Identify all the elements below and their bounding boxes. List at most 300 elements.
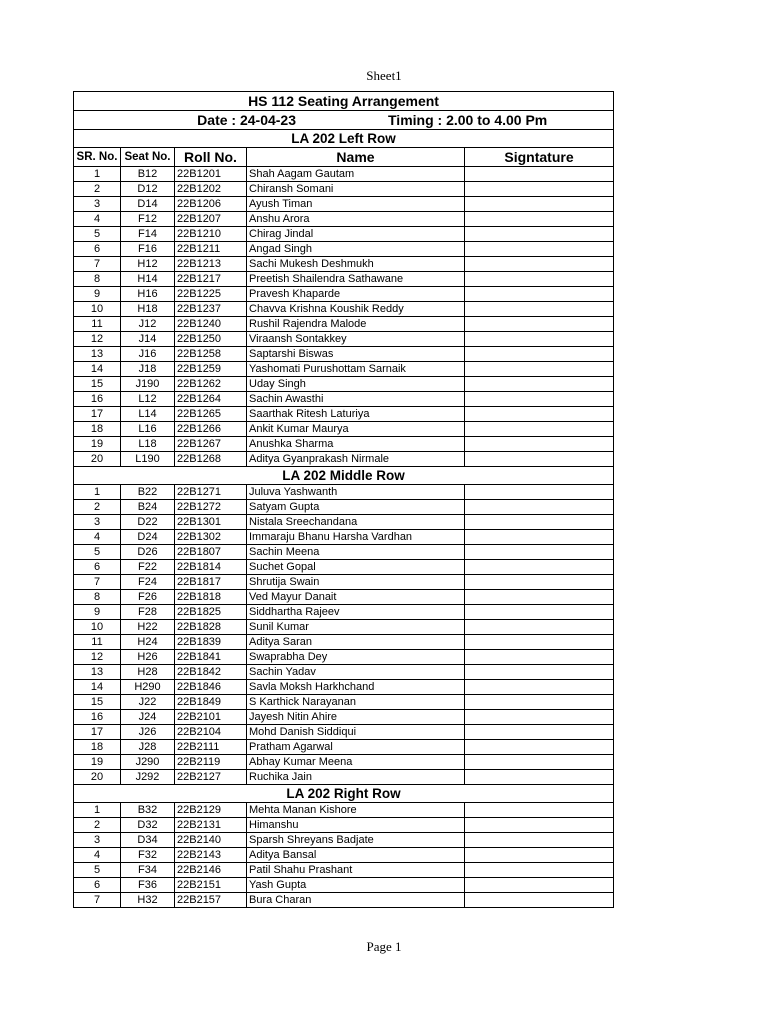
sr-no-cell: 19: [74, 437, 121, 452]
name-cell: Sachin Meena: [247, 545, 465, 560]
name-cell: Angad Singh: [247, 242, 465, 257]
sr-no-cell: 1: [74, 803, 121, 818]
sr-no-cell: 3: [74, 515, 121, 530]
table-title-row: [74, 92, 614, 111]
name-cell: Anushka Sharma: [247, 437, 465, 452]
name-cell: Shah Aagam Gautam: [247, 167, 465, 182]
table-row: [74, 818, 614, 833]
roll-no-cell: 22B2143: [175, 848, 247, 863]
signature-cell[interactable]: [465, 500, 614, 515]
roll-no-cell: 22B1814: [175, 560, 247, 575]
sheet-title: Sheet1: [366, 68, 402, 83]
sr-no-cell: 4: [74, 848, 121, 863]
seat-no-cell: D32: [121, 818, 175, 833]
sr-no-cell: 19: [74, 755, 121, 770]
sr-no-cell: 5: [74, 545, 121, 560]
roll-no-cell: 22B2101: [175, 710, 247, 725]
sr-no-cell: 17: [74, 725, 121, 740]
roll-no-cell: 22B2157: [175, 893, 247, 908]
table-row: [74, 182, 614, 197]
signature-cell[interactable]: [465, 317, 614, 332]
seat-no-cell: L14: [121, 407, 175, 422]
seat-no-cell: L190: [121, 452, 175, 467]
seat-no-cell: D26: [121, 545, 175, 560]
seat-no-cell: L18: [121, 437, 175, 452]
seat-no-cell: F32: [121, 848, 175, 863]
roll-no-cell: 22B2140: [175, 833, 247, 848]
sr-no-cell: 3: [74, 197, 121, 212]
seat-no-cell: B24: [121, 500, 175, 515]
table-row: [74, 590, 614, 605]
signature-cell[interactable]: [465, 437, 614, 452]
table-row: [74, 575, 614, 590]
table-row: [74, 407, 614, 422]
roll-no-cell: 22B1817: [175, 575, 247, 590]
name-cell: Siddhartha Rajeev: [247, 605, 465, 620]
roll-no-cell: 22B1240: [175, 317, 247, 332]
page-number: Page 1: [366, 939, 402, 954]
seat-no-cell: F24: [121, 575, 175, 590]
table-row: [74, 710, 614, 725]
signature-cell[interactable]: [465, 287, 614, 302]
table-row: [74, 530, 614, 545]
table-row: [74, 878, 614, 893]
signature-cell[interactable]: [465, 422, 614, 437]
name-cell: Suchet Gopal: [247, 560, 465, 575]
sr-no-cell: 17: [74, 407, 121, 422]
name-cell: Chiransh Somani: [247, 182, 465, 197]
signature-cell[interactable]: [465, 665, 614, 680]
sr-no-cell: 3: [74, 833, 121, 848]
name-cell: Ayush Timan: [247, 197, 465, 212]
signature-cell[interactable]: [465, 833, 614, 848]
table-row: [74, 545, 614, 560]
name-cell: Aditya Bansal: [247, 848, 465, 863]
sr-no-cell: 20: [74, 452, 121, 467]
sr-no-cell: 7: [74, 893, 121, 908]
roll-no-cell: 22B1202: [175, 182, 247, 197]
sr-no-cell: 16: [74, 392, 121, 407]
seat-no-cell: F36: [121, 878, 175, 893]
roll-no-cell: 22B2146: [175, 863, 247, 878]
seat-no-cell: F26: [121, 590, 175, 605]
seating-table-body: [74, 92, 614, 908]
roll-no-cell: 22B1268: [175, 452, 247, 467]
sr-no-cell: 6: [74, 560, 121, 575]
seat-no-cell: L16: [121, 422, 175, 437]
name-cell: Sachin Yadav: [247, 665, 465, 680]
sr-no-cell: 14: [74, 362, 121, 377]
table-row: [74, 362, 614, 377]
roll-no-cell: 22B1267: [175, 437, 247, 452]
seat-no-cell: J28: [121, 740, 175, 755]
sr-no-cell: 10: [74, 302, 121, 317]
sr-no-cell: 8: [74, 272, 121, 287]
table-row: [74, 377, 614, 392]
signature-cell[interactable]: [465, 725, 614, 740]
date-timing-cell: [74, 111, 614, 130]
seat-no-cell: J22: [121, 695, 175, 710]
seat-no-cell: J18: [121, 362, 175, 377]
name-cell: Saptarshi Biswas: [247, 347, 465, 362]
seat-no-cell: F12: [121, 212, 175, 227]
table-row: [74, 833, 614, 848]
table-row: [74, 212, 614, 227]
sr-no-cell: 18: [74, 422, 121, 437]
signature-cell[interactable]: [465, 227, 614, 242]
column-header-row: [74, 148, 614, 167]
sr-no-cell: 11: [74, 317, 121, 332]
table-row: [74, 863, 614, 878]
table-row: [74, 422, 614, 437]
seat-no-cell: J292: [121, 770, 175, 785]
signature-cell[interactable]: [465, 485, 614, 500]
name-cell: Patil Shahu Prashant: [247, 863, 465, 878]
roll-no-cell: 22B1842: [175, 665, 247, 680]
table-row: [74, 680, 614, 695]
roll-no-cell: 22B1818: [175, 590, 247, 605]
seat-no-cell: B32: [121, 803, 175, 818]
roll-no-cell: 22B1839: [175, 635, 247, 650]
roll-no-cell: 22B1266: [175, 422, 247, 437]
sr-no-cell: 6: [74, 878, 121, 893]
exam-timing: Timing : 2.00 to 4.00 Pm: [388, 112, 548, 128]
sr-no-cell: 1: [74, 167, 121, 182]
roll-no-cell: 22B2104: [175, 725, 247, 740]
name-cell: Sachin Awasthi: [247, 392, 465, 407]
exam-date: Date : 24-04-23: [197, 112, 296, 128]
signature-cell[interactable]: [465, 257, 614, 272]
sr-no-cell: 9: [74, 287, 121, 302]
signature-cell[interactable]: [465, 377, 614, 392]
roll-no-cell: 22B1207: [175, 212, 247, 227]
sr-no-cell: 18: [74, 740, 121, 755]
name-cell: Sparsh Shreyans Badjate: [247, 833, 465, 848]
roll-no-cell: 22B1301: [175, 515, 247, 530]
name-cell: Swaprabha Dey: [247, 650, 465, 665]
roll-no-cell: 22B1225: [175, 287, 247, 302]
roll-no-cell: 22B1828: [175, 620, 247, 635]
sr-no-cell: 5: [74, 227, 121, 242]
name-cell: Ved Mayur Danait: [247, 590, 465, 605]
name-cell: Yashomati Purushottam Sarnaik: [247, 362, 465, 377]
name-cell: Aditya Gyanprakash Nirmale: [247, 452, 465, 467]
signature-cell[interactable]: [465, 515, 614, 530]
seat-no-cell: H22: [121, 620, 175, 635]
table-title: HS 112 Seating Arrangement: [74, 92, 614, 111]
name-cell: Preetish Shailendra Sathawane: [247, 272, 465, 287]
roll-no-cell: 22B2129: [175, 803, 247, 818]
table-row: [74, 650, 614, 665]
roll-no-cell: 22B1237: [175, 302, 247, 317]
section-title: LA 202 Left Row: [74, 130, 614, 148]
seat-no-cell: F14: [121, 227, 175, 242]
signature-cell[interactable]: [465, 392, 614, 407]
signature-cell[interactable]: [465, 212, 614, 227]
name-cell: Viraansh Sontakkey: [247, 332, 465, 347]
signature-cell[interactable]: [465, 650, 614, 665]
seat-no-cell: D12: [121, 182, 175, 197]
table-row: [74, 725, 614, 740]
roll-no-cell: 22B1849: [175, 695, 247, 710]
signature-cell[interactable]: [465, 635, 614, 650]
sr-no-cell: 12: [74, 650, 121, 665]
sr-no-cell: 10: [74, 620, 121, 635]
signature-cell[interactable]: [465, 530, 614, 545]
signature-cell[interactable]: [465, 770, 614, 785]
name-cell: Yash Gupta: [247, 878, 465, 893]
seat-no-cell: F28: [121, 605, 175, 620]
roll-no-cell: 22B1265: [175, 407, 247, 422]
table-row: [74, 287, 614, 302]
table-row: [74, 257, 614, 272]
signature-cell[interactable]: [465, 182, 614, 197]
name-cell: Pravesh Khaparde: [247, 287, 465, 302]
sr-no-cell: 11: [74, 635, 121, 650]
seat-no-cell: D22: [121, 515, 175, 530]
column-header-name: Name: [247, 148, 465, 167]
roll-no-cell: 22B2111: [175, 740, 247, 755]
roll-no-cell: 22B1846: [175, 680, 247, 695]
name-cell: Satyam Gupta: [247, 500, 465, 515]
seat-no-cell: D24: [121, 530, 175, 545]
date-timing-row: [74, 111, 614, 130]
roll-no-cell: 22B1213: [175, 257, 247, 272]
name-cell: Immaraju Bhanu Harsha Vardhan: [247, 530, 465, 545]
signature-cell[interactable]: [465, 575, 614, 590]
seat-no-cell: H26: [121, 650, 175, 665]
table-row: [74, 695, 614, 710]
name-cell: Uday Singh: [247, 377, 465, 392]
table-row: [74, 332, 614, 347]
seat-no-cell: J26: [121, 725, 175, 740]
table-row: [74, 227, 614, 242]
roll-no-cell: 22B2131: [175, 818, 247, 833]
section-title-row: [74, 467, 614, 485]
table-row: [74, 665, 614, 680]
roll-no-cell: 22B1825: [175, 605, 247, 620]
signature-cell[interactable]: [465, 272, 614, 287]
seat-no-cell: H14: [121, 272, 175, 287]
seat-no-cell: D14: [121, 197, 175, 212]
roll-no-cell: 22B2119: [175, 755, 247, 770]
sr-no-cell: 15: [74, 377, 121, 392]
name-cell: Jayesh Nitin Ahire: [247, 710, 465, 725]
seat-no-cell: F22: [121, 560, 175, 575]
column-header-signature: Signtature: [465, 148, 614, 167]
roll-no-cell: 22B1259: [175, 362, 247, 377]
name-cell: Bura Charan: [247, 893, 465, 908]
section-title-row: [74, 785, 614, 803]
seat-no-cell: J12: [121, 317, 175, 332]
roll-no-cell: 22B1210: [175, 227, 247, 242]
column-header-sr-no: SR. No.: [74, 148, 121, 167]
seat-no-cell: H290: [121, 680, 175, 695]
signature-cell[interactable]: [465, 545, 614, 560]
signature-cell[interactable]: [465, 893, 614, 908]
sr-no-cell: 2: [74, 182, 121, 197]
seat-no-cell: J14: [121, 332, 175, 347]
signature-cell[interactable]: [465, 740, 614, 755]
roll-no-cell: 22B1217: [175, 272, 247, 287]
signature-cell[interactable]: [465, 803, 614, 818]
sr-no-cell: 2: [74, 818, 121, 833]
seat-no-cell: H12: [121, 257, 175, 272]
roll-no-cell: 22B1271: [175, 485, 247, 500]
signature-cell[interactable]: [465, 167, 614, 182]
seat-no-cell: H24: [121, 635, 175, 650]
seat-no-cell: B12: [121, 167, 175, 182]
section-title: LA 202 Middle Row: [74, 467, 614, 485]
column-header-seat-no: Seat No.: [121, 148, 175, 167]
signature-cell[interactable]: [465, 620, 614, 635]
seat-no-cell: B22: [121, 485, 175, 500]
name-cell: Aditya Saran: [247, 635, 465, 650]
seat-no-cell: J290: [121, 755, 175, 770]
name-cell: Chirag Jindal: [247, 227, 465, 242]
signature-cell[interactable]: [465, 242, 614, 257]
roll-no-cell: 22B1302: [175, 530, 247, 545]
name-cell: Mohd Danish Siddiqui: [247, 725, 465, 740]
seat-no-cell: J16: [121, 347, 175, 362]
sr-no-cell: 14: [74, 680, 121, 695]
name-cell: Rushil Rajendra Malode: [247, 317, 465, 332]
sr-no-cell: 20: [74, 770, 121, 785]
section-title: LA 202 Right Row: [74, 785, 614, 803]
sr-no-cell: 12: [74, 332, 121, 347]
signature-cell[interactable]: [465, 848, 614, 863]
table-row: [74, 605, 614, 620]
name-cell: Sachi Mukesh Deshmukh: [247, 257, 465, 272]
name-cell: Mehta Manan Kishore: [247, 803, 465, 818]
table-row: [74, 167, 614, 182]
name-cell: Ankit Kumar Maurya: [247, 422, 465, 437]
table-row: [74, 392, 614, 407]
name-cell: S Karthick Narayanan: [247, 695, 465, 710]
name-cell: Ruchika Jain: [247, 770, 465, 785]
table-row: [74, 302, 614, 317]
sr-no-cell: 7: [74, 575, 121, 590]
table-row: [74, 755, 614, 770]
roll-no-cell: 22B2127: [175, 770, 247, 785]
name-cell: Anshu Arora: [247, 212, 465, 227]
name-cell: Juluva Yashwanth: [247, 485, 465, 500]
table-row: [74, 272, 614, 287]
signature-cell[interactable]: [465, 710, 614, 725]
signature-cell[interactable]: [465, 680, 614, 695]
seat-no-cell: F34: [121, 863, 175, 878]
table-row: [74, 770, 614, 785]
seat-no-cell: H32: [121, 893, 175, 908]
sr-no-cell: 4: [74, 212, 121, 227]
signature-cell[interactable]: [465, 560, 614, 575]
name-cell: Saarthak Ritesh Laturiya: [247, 407, 465, 422]
roll-no-cell: 22B1211: [175, 242, 247, 257]
sr-no-cell: 16: [74, 710, 121, 725]
signature-cell[interactable]: [465, 818, 614, 833]
seating-table: [73, 91, 614, 908]
roll-no-cell: 22B1258: [175, 347, 247, 362]
roll-no-cell: 22B1841: [175, 650, 247, 665]
sr-no-cell: 9: [74, 605, 121, 620]
sr-no-cell: 13: [74, 665, 121, 680]
section-title-row: [74, 130, 614, 148]
seat-no-cell: H16: [121, 287, 175, 302]
table-row: [74, 485, 614, 500]
name-cell: Himanshu: [247, 818, 465, 833]
roll-no-cell: 22B1262: [175, 377, 247, 392]
seat-no-cell: L12: [121, 392, 175, 407]
seat-no-cell: D34: [121, 833, 175, 848]
name-cell: Pratham Agarwal: [247, 740, 465, 755]
signature-cell[interactable]: [465, 302, 614, 317]
table-row: [74, 347, 614, 362]
seat-no-cell: J190: [121, 377, 175, 392]
sr-no-cell: 1: [74, 485, 121, 500]
roll-no-cell: 22B1264: [175, 392, 247, 407]
signature-cell[interactable]: [465, 755, 614, 770]
seat-no-cell: H28: [121, 665, 175, 680]
signature-cell[interactable]: [465, 695, 614, 710]
table-row: [74, 620, 614, 635]
name-cell: Sunil Kumar: [247, 620, 465, 635]
signature-cell[interactable]: [465, 332, 614, 347]
sr-no-cell: 4: [74, 530, 121, 545]
seat-no-cell: H18: [121, 302, 175, 317]
signature-cell[interactable]: [465, 362, 614, 377]
signature-cell[interactable]: [465, 347, 614, 362]
signature-cell[interactable]: [465, 407, 614, 422]
sr-no-cell: 7: [74, 257, 121, 272]
roll-no-cell: 22B1807: [175, 545, 247, 560]
seat-no-cell: F16: [121, 242, 175, 257]
signature-cell[interactable]: [465, 878, 614, 893]
table-row: [74, 500, 614, 515]
name-cell: Shrutija Swain: [247, 575, 465, 590]
roll-no-cell: 22B1201: [175, 167, 247, 182]
table-row: [74, 515, 614, 530]
signature-cell[interactable]: [465, 590, 614, 605]
sr-no-cell: 2: [74, 500, 121, 515]
table-row: [74, 893, 614, 908]
roll-no-cell: 22B1206: [175, 197, 247, 212]
table-row: [74, 635, 614, 650]
seat-no-cell: J24: [121, 710, 175, 725]
table-row: [74, 437, 614, 452]
signature-cell[interactable]: [465, 605, 614, 620]
signature-cell[interactable]: [465, 197, 614, 212]
name-cell: Abhay Kumar Meena: [247, 755, 465, 770]
sr-no-cell: 13: [74, 347, 121, 362]
table-row: [74, 317, 614, 332]
sr-no-cell: 5: [74, 863, 121, 878]
roll-no-cell: 22B1250: [175, 332, 247, 347]
table-row: [74, 197, 614, 212]
name-cell: Savla Moksh Harkhchand: [247, 680, 465, 695]
table-row: [74, 452, 614, 467]
signature-cell[interactable]: [465, 863, 614, 878]
table-row: [74, 848, 614, 863]
column-header-roll-no: Roll No.: [175, 148, 247, 167]
name-cell: Chavva Krishna Koushik Reddy: [247, 302, 465, 317]
signature-cell[interactable]: [465, 452, 614, 467]
sr-no-cell: 8: [74, 590, 121, 605]
roll-no-cell: 22B2151: [175, 878, 247, 893]
sr-no-cell: 15: [74, 695, 121, 710]
table-row: [74, 740, 614, 755]
roll-no-cell: 22B1272: [175, 500, 247, 515]
table-row: [74, 803, 614, 818]
